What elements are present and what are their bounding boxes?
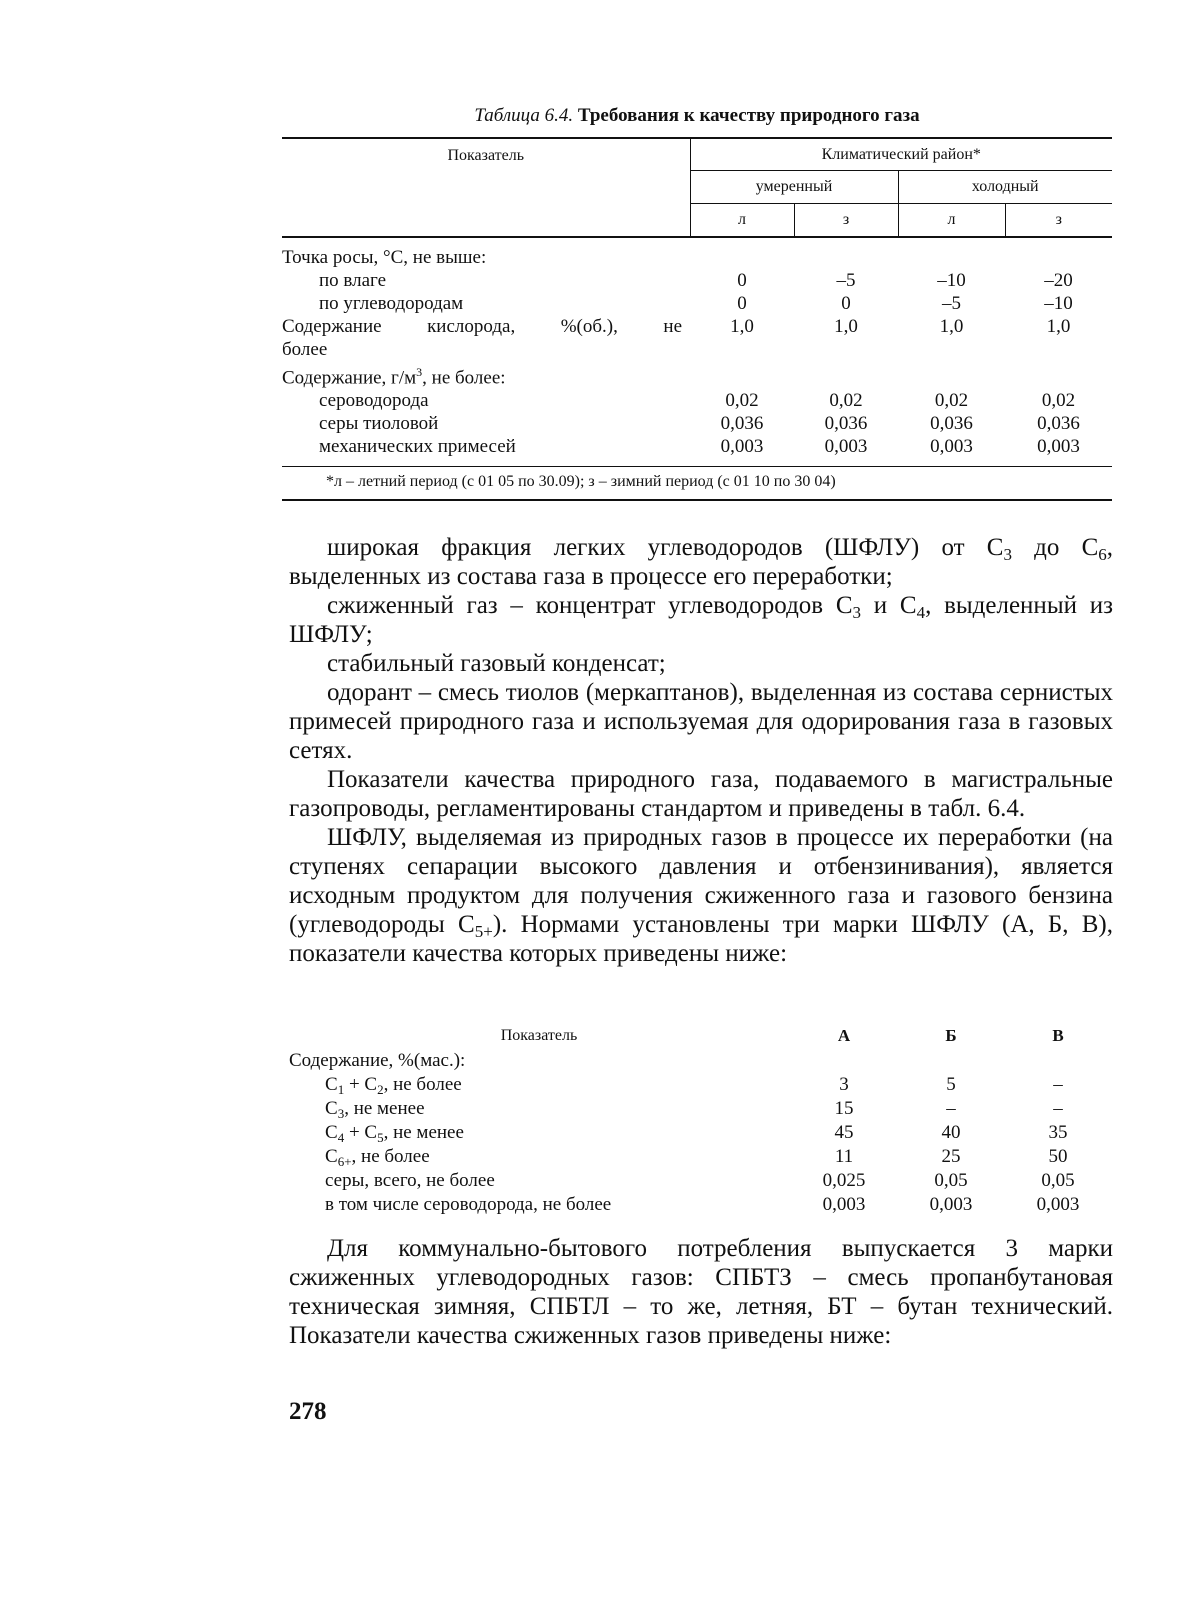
subscript: 3 (852, 603, 862, 622)
cell-value (898, 237, 1005, 269)
row-label (289, 1097, 789, 1121)
cell-value: 15 (834, 1098, 854, 1119)
subscript: 6+ (337, 1154, 352, 1169)
paragraph (289, 533, 1113, 591)
subscript: 5 (377, 1130, 384, 1145)
cell-value: 40 (941, 1122, 961, 1143)
cell-value: 0,036 (720, 413, 764, 435)
grades-header-grade: Б (945, 1026, 957, 1045)
cell-value: 0,036 (824, 413, 868, 435)
table-row (282, 435, 1112, 466)
cell-value: –5 (836, 270, 856, 291)
cell-value: 0,036 (930, 413, 973, 435)
row-label: серы, всего, не более (325, 1170, 495, 1191)
cell-value: 0 (737, 293, 747, 314)
text-run: , не более (351, 1146, 430, 1167)
cell-value: – (946, 1098, 956, 1119)
table-row (289, 1073, 1113, 1097)
page-number: 278 (289, 1398, 327, 1425)
subscript: 6 (1098, 545, 1107, 564)
text-run: ). Нормами установлены три марки ШФЛУ (А, Б, В), показатели качества которых приведены ниже: (289, 911, 1113, 967)
subscript: 3 (337, 1106, 345, 1121)
row-label: по углеводородам (319, 293, 464, 314)
row-label: по влаге (319, 270, 387, 291)
text-run: до С (1011, 534, 1099, 561)
cell-value: –10 (1044, 293, 1073, 314)
grades-header-indicator: Показатель (500, 1027, 578, 1044)
cell-value: 0,003 (824, 436, 868, 458)
header-period: л (690, 204, 794, 238)
row-label: в том числе сероводорода, не более (325, 1194, 612, 1215)
row-label (282, 361, 690, 389)
cell-value: 50 (1048, 1146, 1068, 1167)
cell-value: 0,036 (1037, 413, 1080, 435)
subscript: 5+ (474, 922, 493, 941)
cell-value: 0,02 (829, 390, 863, 412)
cell-value: 0 (841, 293, 851, 314)
cell-value: 5 (946, 1074, 956, 1095)
cell-value: –20 (1044, 270, 1073, 291)
text-run: , не менее (344, 1098, 425, 1119)
cell-value: 0,003 (720, 436, 764, 458)
table-row (289, 1121, 1113, 1145)
text-run: широкая фракция легких углеводородов (ШФЛУ) от С (327, 534, 1004, 561)
table-row (282, 269, 1112, 292)
cell-value: 1,0 (939, 316, 964, 337)
table-row (282, 389, 1112, 412)
text-run: сжиженный газ – концентрат углеводородов С (327, 592, 853, 619)
cell-value: 25 (941, 1146, 961, 1167)
row-label: Точка росы, °С, не выше: (282, 247, 487, 268)
text-run: , не более (383, 1074, 462, 1095)
cell-value: 1,0 (730, 316, 754, 337)
row-label-line: более (282, 339, 328, 360)
header-period: з (1005, 204, 1112, 238)
table-row (289, 1145, 1113, 1169)
subscript: 2 (377, 1082, 384, 1097)
paragraph (289, 823, 1113, 968)
header-zone-cold: холодный (898, 171, 1112, 204)
body-text (289, 533, 1113, 968)
grades-header-grade: В (1052, 1026, 1064, 1045)
cell-value (898, 361, 1005, 389)
cell-value: 0,003 (930, 436, 973, 458)
cell-value: 11 (834, 1146, 854, 1167)
text-run: и С (861, 592, 917, 619)
table-row (282, 315, 1112, 361)
cell-value: 45 (834, 1122, 854, 1143)
header-climate-zone: Климатический район* (690, 138, 1112, 171)
table-row (289, 1169, 1113, 1193)
cell-value: –10 (937, 270, 966, 291)
subscript: 3 (1003, 545, 1012, 564)
cell-value: 0 (737, 270, 747, 291)
grades-header-grade: А (837, 1026, 851, 1045)
cell-value: 0,025 (822, 1170, 866, 1191)
text-run: ШФЛУ, выделяемая из природных газов в процессе их переработки (на ступенях сепарации высокого давления и отбензинивания), является исходным продуктом для получения сжиженного газа и газового бензина (углеводороды С (289, 824, 1113, 938)
shflu-grades-table (289, 1023, 1113, 1217)
subscript: 1 (337, 1082, 345, 1097)
paragraph: стабильный газовый конденсат; (327, 650, 666, 677)
cell-value: – (1053, 1098, 1063, 1119)
row-label (289, 1145, 789, 1169)
paragraph: Для коммунально-бытового потребления выпускается 3 марки сжиженных углеводородных газов: СПБТЗ – смесь пропанбутановая техническая зимняя, СПБТЛ – то же, летняя, БТ – бутан технический. Показатели качества сжиженных газов приведены ниже: (289, 1235, 1113, 1349)
cell-value (794, 237, 898, 269)
row-label (289, 1121, 789, 1145)
cell-value: – (1053, 1074, 1063, 1095)
row-label-text: Содержание, г/м (282, 367, 417, 389)
superscript: 3 (416, 365, 423, 379)
cell-value: 0,02 (725, 390, 759, 412)
table-footnote: *л – летний период (с 01 05 по 30.09); з – зимний период (с 01 10 по 30 04) (282, 466, 1112, 501)
header-indicator: Показатель (282, 138, 690, 237)
cell-value: 0,05 (934, 1170, 968, 1191)
header-zone-moderate: умеренный (690, 171, 898, 204)
table-row (282, 412, 1112, 435)
cell-value (690, 361, 794, 389)
table-number: Таблица 6.4. (474, 105, 574, 126)
table-caption (282, 104, 1112, 128)
paragraph (289, 591, 1113, 649)
text-run: С (325, 1074, 338, 1095)
cell-value: 0,05 (1041, 1170, 1075, 1191)
text-run: С (325, 1122, 338, 1143)
header-period: з (794, 204, 898, 238)
row-label: серы тиоловой (319, 413, 439, 435)
cell-value: 1,0 (834, 316, 858, 337)
text-run: + С (344, 1074, 378, 1095)
table-title: Требования к качеству природного газа (577, 105, 920, 126)
paragraph: одорант – смесь тиолов (меркаптанов), выделенная из состава сернистых примесей природного газа и используемая для одорирования газа в газовых сетях. (289, 679, 1113, 764)
row-label: механических примесей (319, 436, 516, 458)
text-run: + С (344, 1122, 378, 1143)
cell-value (794, 361, 898, 389)
grades-section-label: Содержание, %(мас.): (289, 1050, 466, 1071)
text-run: С (325, 1098, 338, 1119)
cell-value: 3 (839, 1074, 849, 1095)
cell-value (1005, 361, 1112, 389)
table-row (282, 237, 1112, 269)
paragraph: Показатели качества природного газа, подаваемого в магистральные газопроводы, регламентированы стандартом и приведены в табл. 6.4. (289, 766, 1113, 822)
gas-quality-table (282, 137, 1112, 501)
cell-value: 0,02 (1041, 390, 1076, 412)
cell-value (690, 237, 794, 269)
row-label: сероводорода (319, 390, 429, 412)
cell-value: 0,003 (1037, 436, 1080, 458)
subscript: 4 (337, 1130, 345, 1145)
body-text-2 (289, 1234, 1113, 1350)
text-run: , не менее (383, 1122, 464, 1143)
table-row (289, 1049, 1113, 1073)
cell-value (1005, 237, 1112, 269)
table-row (282, 292, 1112, 315)
text-run: , выделенных из состава газа в процессе его переработки; (289, 534, 1113, 590)
row-label-line: Содержание кислорода, %(об.), не (282, 316, 682, 337)
cell-value: 0,02 (934, 390, 969, 412)
subscript: 4 (916, 603, 926, 622)
cell-value: 0,003 (1036, 1194, 1080, 1215)
cell-value: 1,0 (1046, 316, 1071, 337)
cell-value: 0,003 (822, 1194, 866, 1215)
text-run: С (325, 1146, 338, 1167)
row-label (289, 1073, 789, 1097)
text-run: , выделенный из ШФЛУ; (289, 592, 1113, 648)
cell-value: 35 (1048, 1122, 1068, 1143)
table-row (282, 361, 1112, 389)
table-row (289, 1193, 1113, 1217)
cell-value: 0,003 (929, 1194, 973, 1215)
cell-value: –5 (942, 293, 961, 314)
table-row (289, 1097, 1113, 1121)
row-label (282, 315, 690, 361)
row-label-text: , не более: (422, 367, 506, 389)
header-period: л (898, 204, 1005, 238)
